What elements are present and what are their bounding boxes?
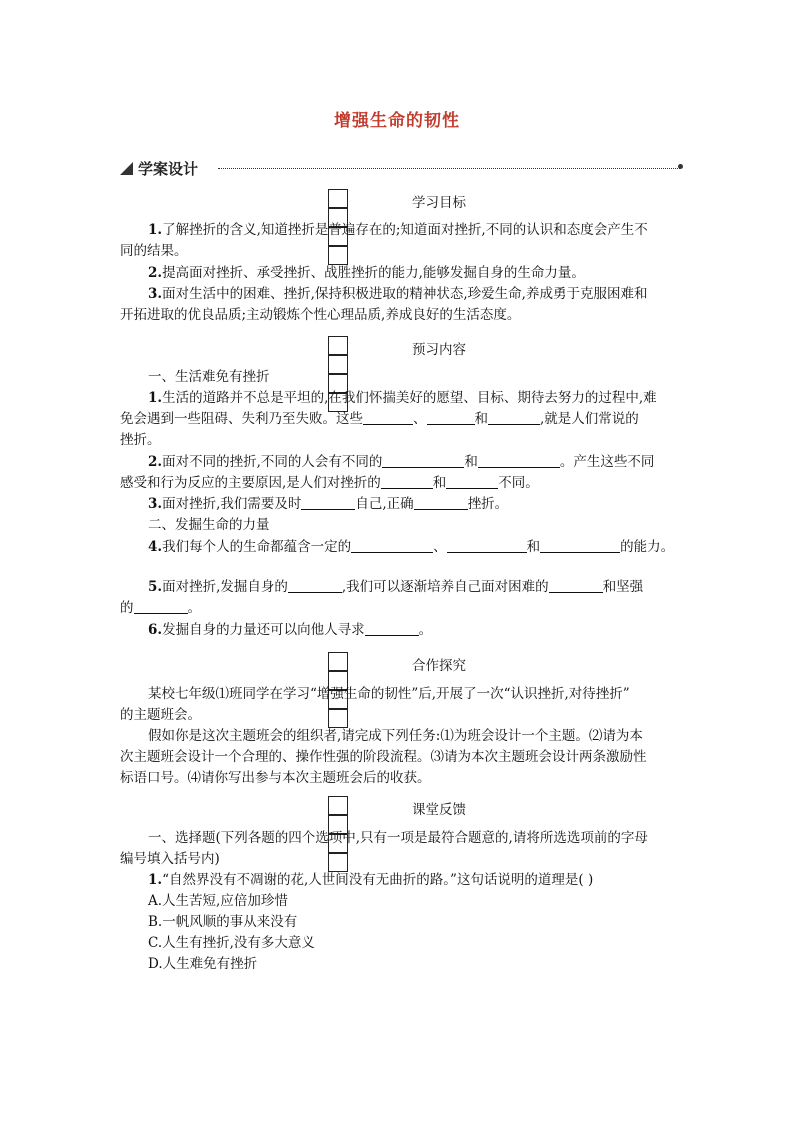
- cooperate-para-2: 假如你是这次主题班会的组织者,请完成下列任务:⑴为班会设计一个主题。⑵请为本: [148, 728, 643, 744]
- cooperate-para-2-cont: 次主题班会设计一个合理的、操作性强的阶段流程。⑶请为本次主题班会设计两条激励性: [120, 749, 647, 765]
- section-label: 合作探究: [412, 658, 466, 674]
- goal-3: 3.面对生活中的困难、挫折,保持积极进取的精神状态,珍爱生命,养成勇于克服困难和: [148, 286, 648, 302]
- fill-blank[interactable]: [549, 578, 603, 593]
- goal-3-cont: 开拓进取的优良品质;主动锻炼个性心理品质,养成良好的生活态度。: [120, 307, 521, 323]
- fill-blank[interactable]: [540, 538, 620, 553]
- section-banner: [120, 158, 680, 180]
- preview-item-2-cont: 感受和行为反应的主要原因,是人们对挫折的 和 不同。: [120, 475, 539, 491]
- fill-blank[interactable]: [363, 410, 413, 425]
- goal-1: 1.了解挫折的含义,知道挫折是普遍存在的;知道面对挫折,不同的认识和态度会产生不: [148, 222, 648, 238]
- section-label: 预习内容: [412, 342, 466, 358]
- fill-blank[interactable]: [382, 453, 464, 468]
- fill-blank[interactable]: [134, 599, 188, 614]
- fill-blank[interactable]: [414, 495, 468, 510]
- dotted-rule: [218, 168, 680, 169]
- preview-item-6: 6.发掘自身的力量还可以向他人寻求 。: [148, 622, 433, 638]
- banner-label: 学案设计: [138, 160, 199, 178]
- fill-blank[interactable]: [365, 621, 419, 636]
- preview-item-1-cont: 免会遇到一些阻碍、失利乃至失败。这些 、 和 ,就是人们常说的: [120, 411, 639, 427]
- cooperate-para-1: 某校七年级⑴班同学在学习“增强生命的韧性”后,开展了一次“认识挫折,对待挫折”: [148, 686, 630, 702]
- preview-heading-1: 一、生活难免有挫折: [148, 369, 270, 385]
- dot-icon: [678, 164, 683, 169]
- preview-item-2: 2.面对不同的挫折,不同的人会有不同的 和 。产生这些不同: [148, 454, 655, 470]
- fill-blank[interactable]: [478, 453, 560, 468]
- fill-blank[interactable]: [301, 495, 355, 510]
- section-label: 课堂反馈: [412, 802, 466, 818]
- fill-blank[interactable]: [488, 410, 540, 425]
- goal-1-cont: 同的结果。: [120, 243, 188, 259]
- cooperate-para-2-end: 标语口号。⑷请你写出参与本次主题班会后的收获。: [120, 770, 431, 786]
- option-b[interactable]: B.一帆风顺的事从来没有: [148, 914, 298, 930]
- triangle-icon: [120, 162, 133, 175]
- cooperate-para-1-cont: 的主题班会。: [120, 707, 201, 723]
- preview-item-1-end: 挫折。: [120, 432, 161, 448]
- option-a[interactable]: A.人生苦短,应倍加珍惜: [148, 893, 288, 909]
- feedback-heading-cont: 编号填入括号内): [120, 851, 220, 867]
- fill-blank[interactable]: [447, 538, 527, 553]
- section-label: 学习目标: [412, 195, 466, 211]
- preview-item-5-cont: 的 。: [120, 600, 201, 616]
- goal-2: 2.提高面对挫折、承受挫折、战胜挫折的能力,能够发掘自身的生命力量。: [148, 265, 585, 281]
- preview-item-1: 1.生活的道路并不总是平坦的,在我们怀揣美好的愿望、目标、期待去努力的过程中,难: [148, 390, 657, 406]
- fill-blank[interactable]: [351, 538, 433, 553]
- option-c[interactable]: C.人生有挫折,没有多大意义: [148, 935, 315, 951]
- preview-item-4: 4.我们每个人的生命都蕴含一定的 、 和 的能力。: [148, 539, 675, 555]
- feedback-heading: 一、选择题(下列各题的四个选项中,只有一项是最符合题意的,请将所选选项前的字母: [148, 830, 648, 846]
- fill-blank[interactable]: [446, 474, 498, 489]
- preview-item-3: 3.面对挫折,我们需要及时 自己,正确 挫折。: [148, 496, 509, 512]
- preview-heading-2: 二、发掘生命的力量: [148, 517, 270, 533]
- fill-blank[interactable]: [288, 578, 342, 593]
- preview-item-5: 5.面对挫折,发掘自身的 ,我们可以逐渐培养自己面对困难的 和坚强: [148, 579, 644, 595]
- page-title: 增强生命的韧性: [334, 111, 460, 131]
- option-d[interactable]: D.人生难免有挫折: [148, 956, 258, 972]
- fill-blank[interactable]: [427, 410, 475, 425]
- fill-blank[interactable]: [381, 474, 433, 489]
- question-1: 1.“自然界没有不凋谢的花,人世间没有无曲折的路。”这句话说明的道理是( ): [148, 872, 594, 888]
